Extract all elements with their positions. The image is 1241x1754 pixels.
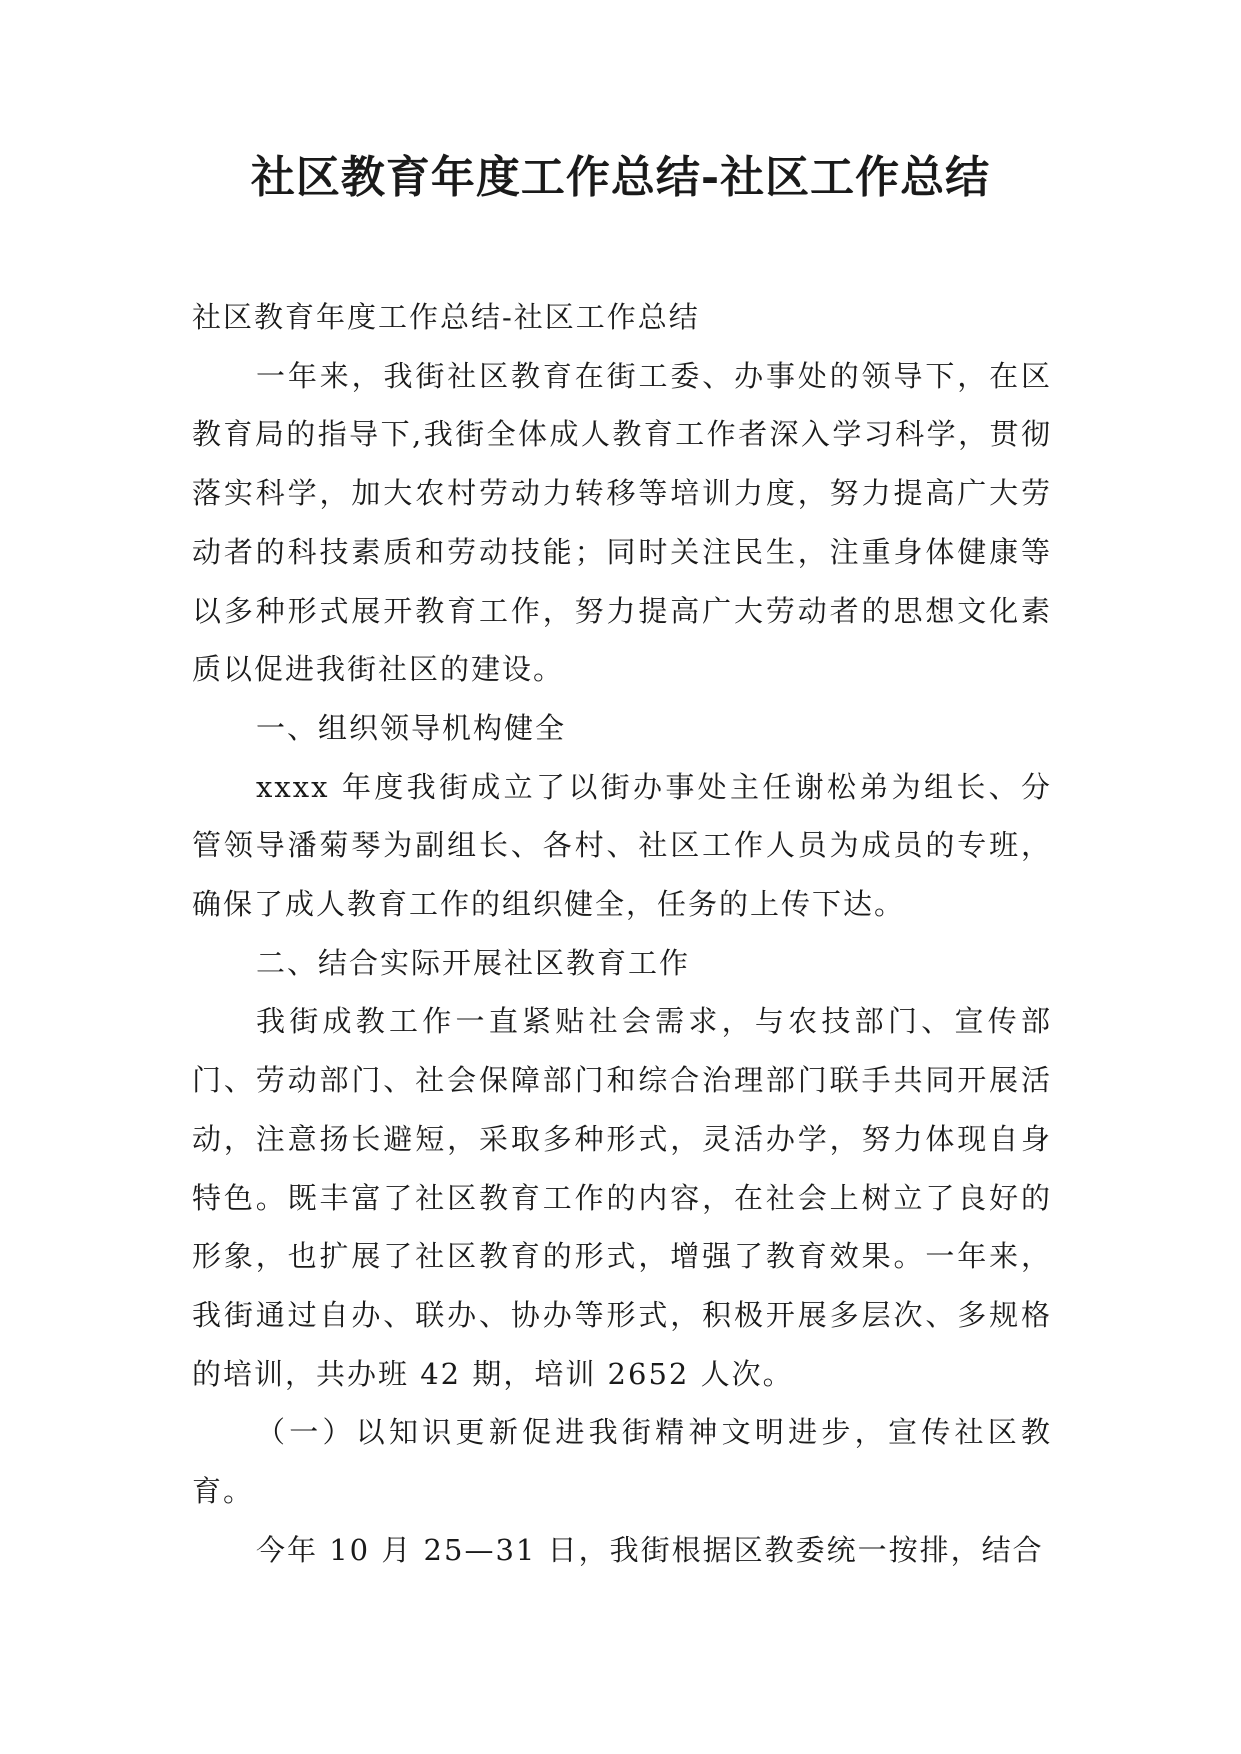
subsection-1-paragraph: 今年 10 月 25—31 日，我街根据区教委统一按排，结合 [256, 1532, 1044, 1567]
document-title: 社区教育年度工作总结-社区工作总结 [250, 152, 991, 203]
subsection-heading-1: （一）以知识更新促进我街精神文明进步，宣传社区教育。 [192, 1415, 1052, 1509]
section-heading-1: 一、组织领导机构健全 [256, 710, 567, 745]
section-2-paragraph: 我街成教工作一直紧贴社会需求，与农技部门、宣传部门、劳动部门、社会保障部门和综合治理部门联手共同开展活动，注意扬长避短，采取多种形式，灵活办学，努力体现自身特色。既丰富了社区教育工作的内容，在社会上树立了良好的形象，也扩展了社区教育的形式，增强了教育效果。一年来，我街通过自办、联办、协办等形式，积极开展多层次、多规格的培训，共办班 42 期，培训 2652 人次。 [192, 1004, 1052, 1391]
subtitle-paragraph: 社区教育年度工作总结-社区工作总结 [192, 300, 700, 334]
section-1-paragraph: xxxx 年度我街成立了以街办事处主任谢松弟为组长、分管领导潘菊琴为副组长、各村、社区工作人员为成员的专班，确保了成人教育工作的组织健全，任务的上传下达。 [192, 769, 1052, 922]
section-heading-2: 二、结合实际开展社区教育工作 [256, 945, 691, 980]
document-body [192, 288, 1052, 1579]
intro-paragraph: 一年来，我街社区教育在街工委、办事处的领导下，在区教育局的指导下,我街全体成人教育工作者深入学习科学，贯彻落实科学，加大农村劳动力转移等培训力度，努力提高广大劳动者的科技素质和劳动技能；同时关注民生，注重身体健康等以多种形式展开教育工作，努力提高广大劳动者的思想文化素质以促进我街社区的建设。 [192, 358, 1052, 687]
